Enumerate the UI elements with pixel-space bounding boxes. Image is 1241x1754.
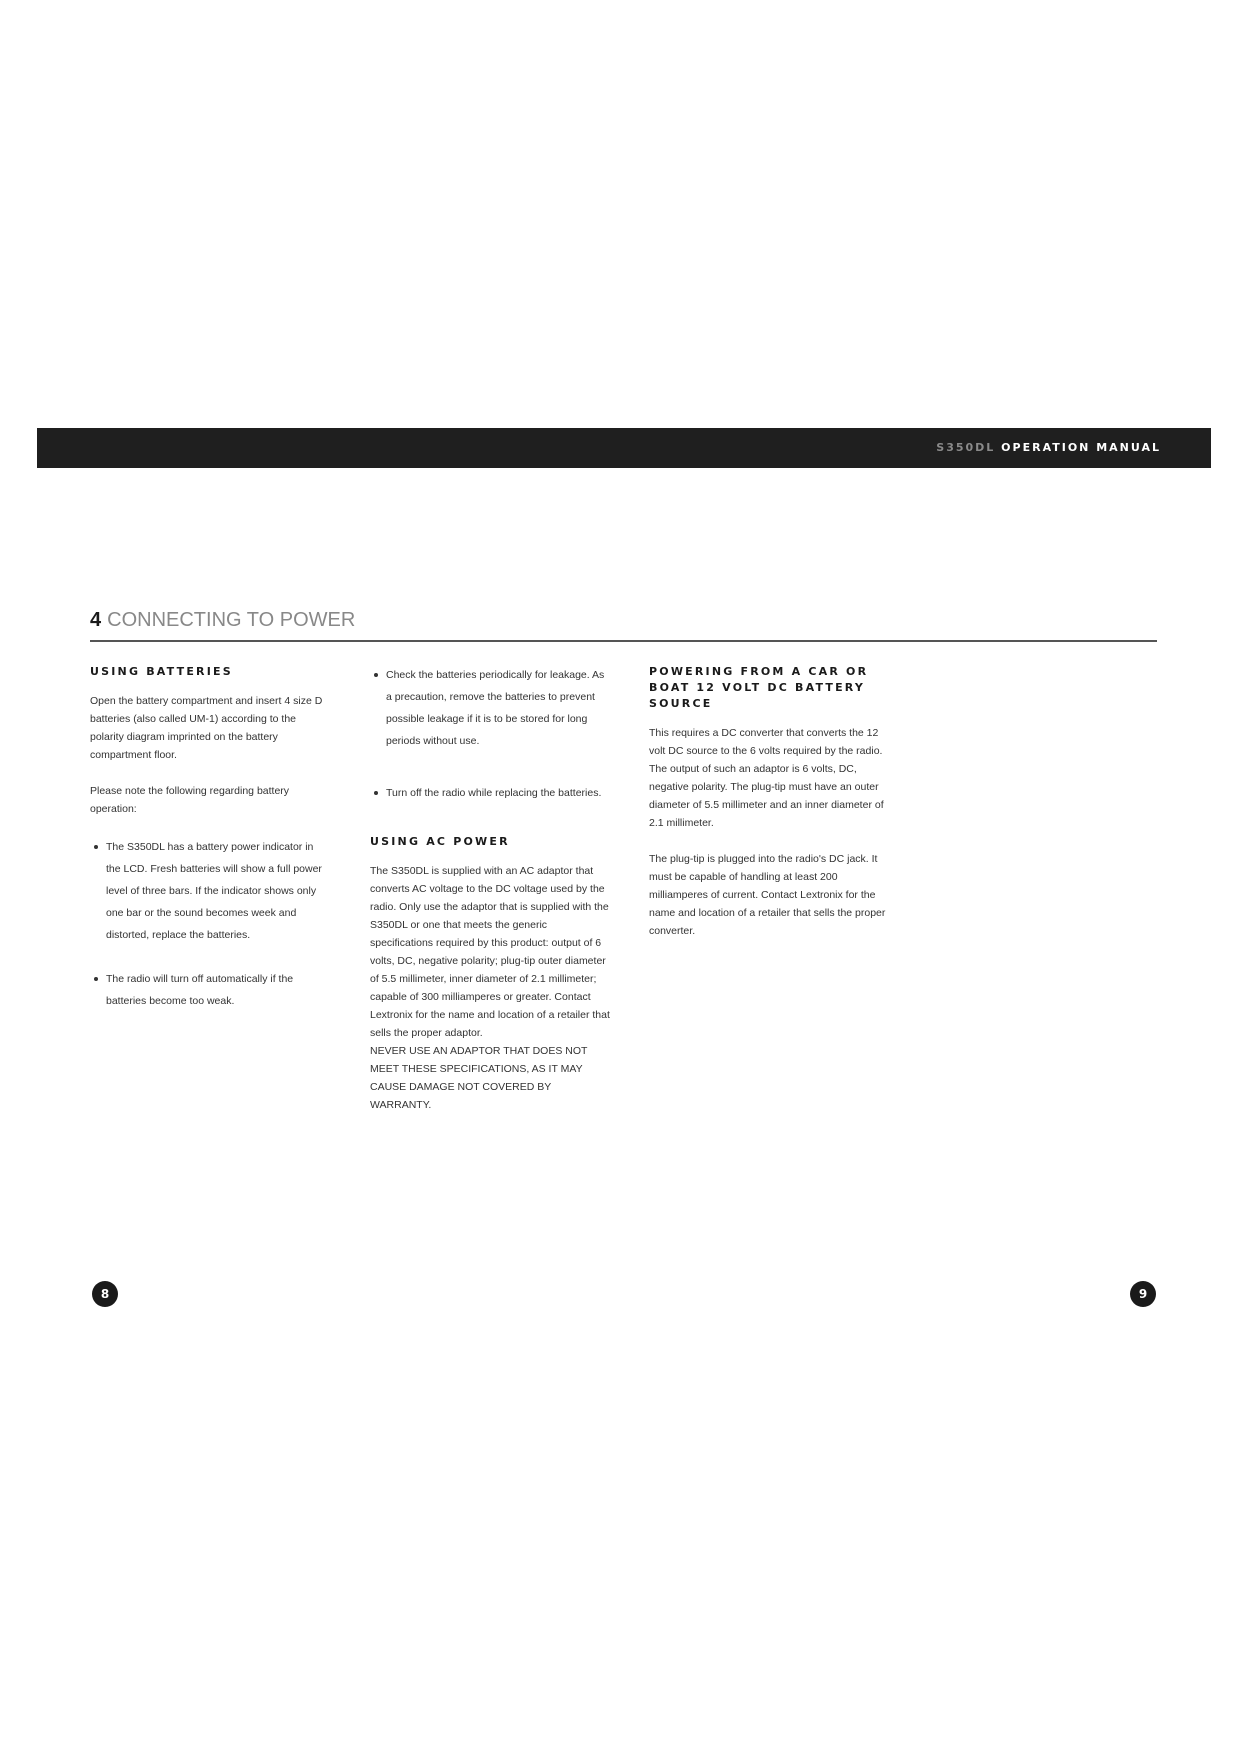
- column-dc-battery: [649, 664, 889, 958]
- section-title-text: CONNECTING TO POWER: [107, 609, 356, 631]
- model-name: S350DL: [936, 441, 996, 454]
- ac-power-text: The S350DL is supplied with an AC adaptor that converts AC voltage to the DC voltage used by the radio. Only use the adaptor that is supplied with the S350DL or one that meets the generic specifications required by this product: output of 6 volts, DC, negative polarity; plug-tip outer diameter of 5.5 millimeter, inner diameter of 2.1 millimeter; capable of 300 milliamperes or greater. Contact Lextronix for the name and location of a retailer that sells the proper adaptor.: [370, 865, 610, 1039]
- page-number-right: 9: [1130, 1281, 1156, 1307]
- section-number: 4: [90, 609, 102, 631]
- ac-power-warning: NEVER USE AN ADAPTOR THAT DOES NOT MEET THESE SPECIFICATIONS, AS IT MAY CAUSE DAMAGE NOT COVERED BY WARRANTY.: [370, 1045, 588, 1111]
- dc-battery-heading: POWERING FROM A CAR OR BOAT 12 VOLT DC BATTERY SOURCE: [649, 665, 869, 710]
- section-title: [90, 609, 355, 632]
- section-divider: [90, 640, 1157, 642]
- batteries-intro: Open the battery compartment and insert 4 size D batteries (also called UM-1) according to the polarity diagram imprinted on the battery compartment floor.: [90, 695, 323, 761]
- manual-label: OPERATION MANUAL: [1001, 441, 1161, 454]
- header-bar: [37, 428, 1211, 468]
- header-title: [936, 441, 1161, 454]
- column-ac-power: [370, 664, 610, 1114]
- battery-tips-list: [370, 664, 610, 804]
- batteries-bullet-list: [90, 836, 330, 1012]
- list-item: The radio will turn off automatically if the batteries become too weak.: [90, 968, 330, 1012]
- page-number-left: 8: [92, 1281, 118, 1307]
- list-item: Turn off the radio while replacing the batteries.: [370, 782, 610, 804]
- list-item: Check the batteries periodically for leakage. As a precaution, remove the batteries to prevent possible leakage if it is to be stored for long periods without use.: [370, 664, 610, 752]
- batteries-heading: USING BATTERIES: [90, 665, 233, 678]
- ac-power-heading: USING AC POWER: [370, 835, 510, 848]
- batteries-note: Please note the following regarding battery operation:: [90, 785, 290, 815]
- column-batteries: [90, 664, 330, 1034]
- dc-jack-text: The plug-tip is plugged into the radio's DC jack. It must be capable of handling at least 200 milliamperes of current. Contact Lextronix for the name and location of a retailer that sells the proper converter.: [649, 853, 886, 937]
- list-item: The S350DL has a battery power indicator in the LCD. Fresh batteries will show a full power level of three bars. If the indicator shows only one bar or the sound becomes week and distorted, replace the batteries.: [90, 836, 330, 946]
- dc-battery-text: This requires a DC converter that converts the 12 volt DC source to the 6 volts required by the radio. The output of such an adaptor is 6 volts, DC, negative polarity. The plug-tip must have an outer diameter of 5.5 millimeter and an inner diameter of 2.1 millimeter.: [649, 727, 884, 829]
